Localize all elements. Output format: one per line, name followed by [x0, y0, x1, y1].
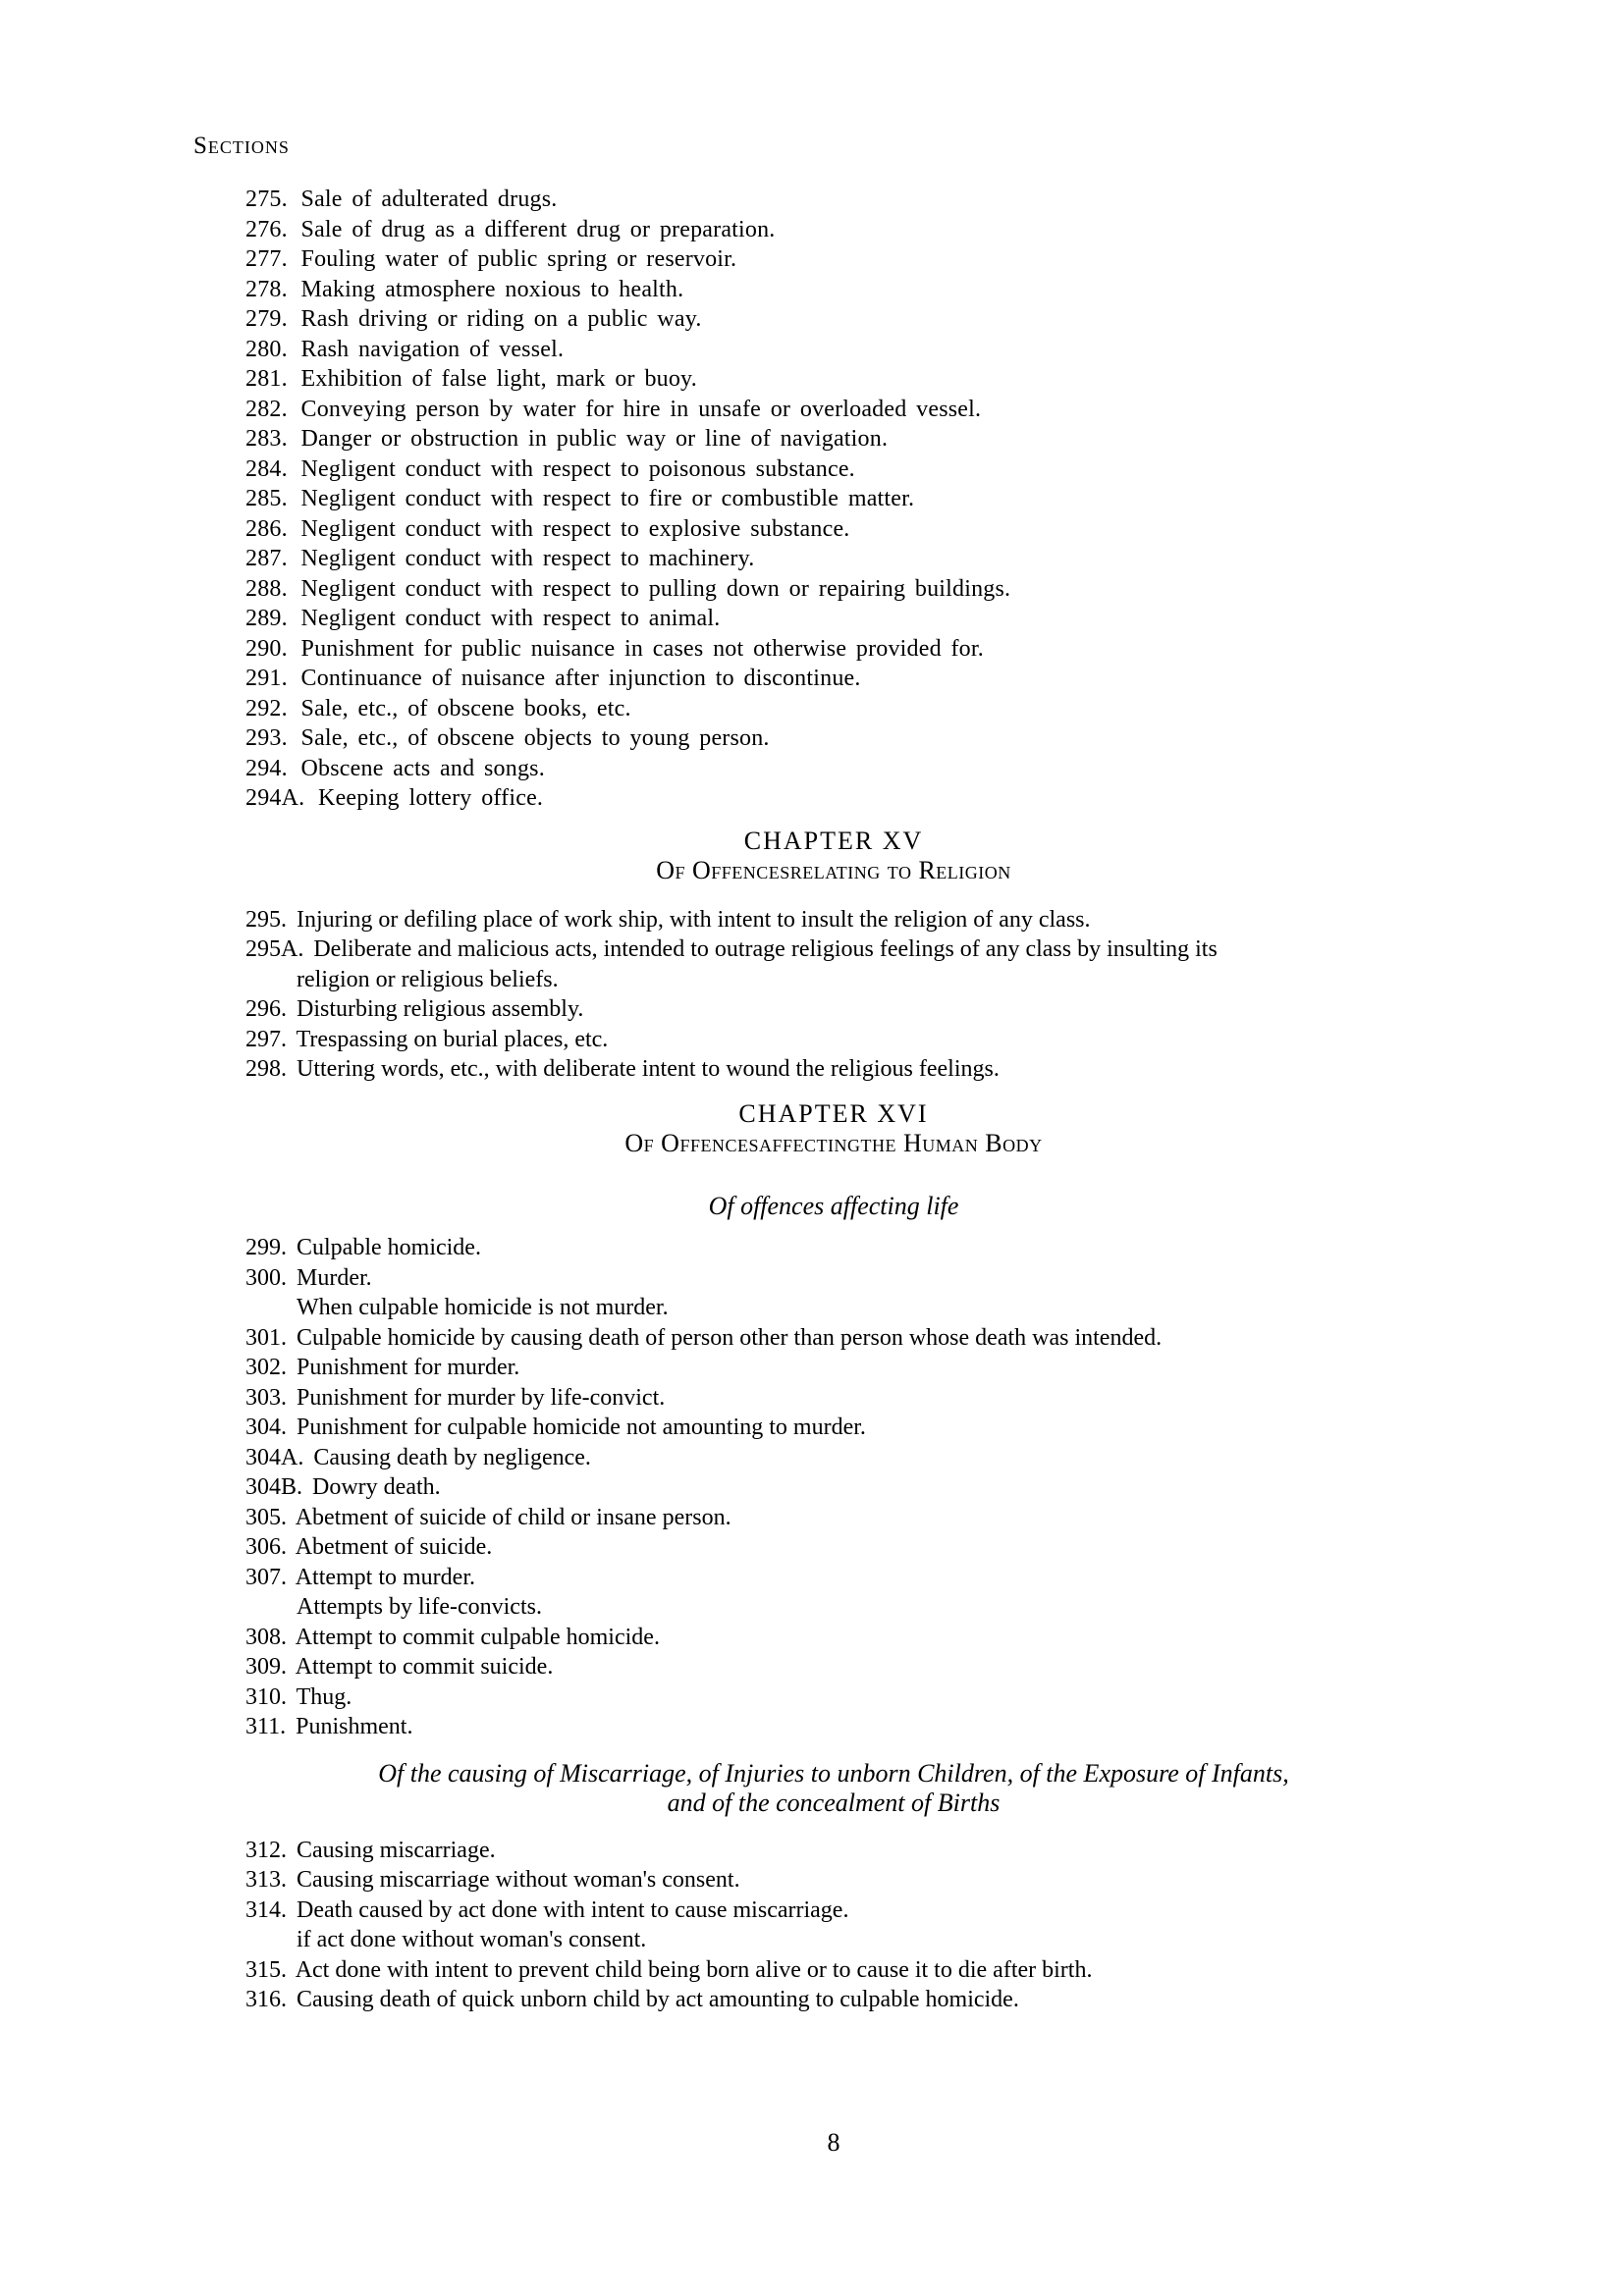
section-title: Negligent conduct with respect to machinery.: [300, 546, 755, 571]
section-title: Negligent conduct with respect to poisonous substance.: [300, 455, 855, 482]
section-number: 314.: [245, 1896, 287, 1923]
section-title: Attempt to commit suicide.: [295, 1654, 554, 1680]
section-title: Disturbing religious assembly.: [297, 996, 584, 1022]
section-entry-continuation: if act done without woman's consent.: [297, 1927, 647, 1952]
section-number: 296.: [245, 996, 287, 1022]
section-title: Act done with intent to prevent child being born alive or to cause it to die after birth.: [295, 1956, 1093, 1983]
section-number: 276.: [245, 216, 288, 242]
section-number: 297.: [245, 1026, 287, 1052]
section-number: 306.: [245, 1534, 287, 1560]
chapter-heading-block: [43, 1099, 1624, 1159]
section-entry-continuation: Attempts by life-convicts.: [297, 1594, 542, 1620]
section-entry: [245, 1652, 1624, 1682]
section-title: Continuance of nuisance after injunction to discontinue.: [300, 666, 861, 691]
section-entry: [245, 244, 1624, 275]
section-number: 293.: [245, 725, 288, 751]
subdivision-heading: [43, 1759, 1624, 1819]
section-entry: [245, 754, 1624, 784]
section-entry: [245, 905, 1624, 935]
section-title: Attempt to commit culpable homicide.: [295, 1624, 660, 1650]
section-title: Exhibition of false light, mark or buoy.: [300, 366, 697, 392]
section-entry: [245, 1383, 1624, 1414]
section-title: Murder.: [297, 1264, 372, 1291]
section-title: Causing death by negligence.: [313, 1444, 591, 1470]
section-title: Negligent conduct with respect to explosive substance.: [300, 515, 850, 542]
section-entry: [245, 514, 1624, 545]
section-number: 311.: [245, 1714, 287, 1739]
section-number: 295.: [245, 906, 287, 933]
section-entry-continuation: When culpable homicide is not murder.: [297, 1295, 669, 1320]
section-list: [0, 185, 1624, 814]
section-number: 282.: [245, 396, 288, 422]
section-number: 304B.: [245, 1474, 303, 1500]
section-entry: [245, 1472, 1624, 1503]
section-title: Punishment for murder by life-convict.: [297, 1384, 666, 1411]
section-number: 284.: [245, 455, 288, 482]
section-list: [0, 1233, 1624, 1742]
section-entry: [245, 664, 1624, 694]
section-entry: [245, 544, 1624, 574]
section-title: Attempt to murder.: [295, 1564, 475, 1590]
section-entry: [245, 1955, 1624, 1986]
section-entry: [245, 1503, 1624, 1533]
section-title: Trespassing on burial places, etc.: [296, 1026, 609, 1052]
chapter-title: CHAPTER XV: [743, 826, 924, 855]
section-number: 308.: [245, 1624, 287, 1650]
section-entry: [245, 395, 1624, 425]
subdivision-heading-line: Of the causing of Miscarriage, of Injuries to unborn Children, of the Exposure of Infants,: [378, 1758, 1289, 1788]
section-number: 305.: [245, 1504, 287, 1530]
section-entry: [245, 1233, 1624, 1263]
section-number: 289.: [245, 606, 288, 631]
chapter-subtitle: Of Offencesaffectingthe Human Body: [624, 1129, 1043, 1157]
section-number: 292.: [245, 695, 288, 721]
section-entry: [245, 1054, 1624, 1085]
section-list: [0, 905, 1624, 1085]
section-number: 312.: [245, 1837, 287, 1863]
section-title: Culpable homicide.: [297, 1235, 481, 1260]
section-number: 278.: [245, 276, 288, 302]
subdivision-heading: [43, 1192, 1624, 1222]
section-entry-continuation: religion or religious beliefs.: [297, 966, 559, 992]
section-entry: [245, 1836, 1624, 1866]
chapter-subtitle: Of Offencesrelating to Religion: [656, 856, 1011, 884]
section-title: Deliberate and malicious acts, intended to outrage religious feelings of any class by insulting its: [313, 936, 1218, 962]
section-entry: [245, 1532, 1624, 1563]
section-title: Obscene acts and songs.: [300, 755, 545, 781]
section-title: Uttering words, etc., with deliberate intent to wound the religious feelings.: [297, 1056, 1000, 1082]
section-number: 283.: [245, 426, 288, 452]
section-title: Sale, etc., of obscene objects to young person.: [300, 725, 770, 751]
section-number: 313.: [245, 1867, 287, 1893]
sections-header: Sections: [193, 133, 290, 159]
section-entry: [245, 424, 1624, 454]
section-entry: [245, 694, 1624, 724]
section-entry: [245, 1353, 1624, 1383]
section-number: 294.: [245, 755, 288, 781]
section-entry: [245, 934, 1624, 965]
section-entry: [245, 1443, 1624, 1473]
section-title: Punishment.: [296, 1714, 413, 1739]
section-number: 307.: [245, 1564, 287, 1590]
section-entry: [245, 1682, 1624, 1713]
section-entry: [245, 1025, 1624, 1055]
section-number: 279.: [245, 306, 288, 332]
section-entry: [245, 1323, 1624, 1354]
section-number: 300.: [245, 1264, 287, 1291]
section-number: 287.: [245, 546, 288, 571]
section-title: Thug.: [296, 1683, 352, 1710]
section-number: 275.: [245, 187, 288, 212]
section-entry: [245, 604, 1624, 634]
section-title: Sale of adulterated drugs.: [300, 187, 558, 212]
section-number: 302.: [245, 1355, 287, 1380]
section-title: Conveying person by water for hire in unsafe or overloaded vessel.: [300, 396, 982, 422]
section-number: 303.: [245, 1384, 287, 1411]
section-title: Making atmosphere noxious to health.: [300, 276, 684, 302]
section-entry: [245, 994, 1624, 1025]
section-number: 301.: [245, 1324, 287, 1351]
section-entry: [245, 364, 1624, 395]
section-title: Negligent conduct with respect to fire or combustible matter.: [300, 486, 915, 511]
section-list: [0, 1836, 1624, 2015]
section-entry: [245, 1985, 1624, 2015]
section-entry: [245, 634, 1624, 665]
section-number: 286.: [245, 515, 288, 542]
section-number: 310.: [245, 1683, 287, 1710]
section-title: Keeping lottery office.: [318, 785, 544, 811]
section-entry: [245, 574, 1624, 605]
section-number: 295A.: [245, 936, 304, 962]
section-title: Abetment of suicide.: [295, 1534, 493, 1560]
section-title: Death caused by act done with intent to cause miscarriage.: [297, 1896, 849, 1923]
section-title: Negligent conduct with respect to animal.: [300, 606, 721, 631]
section-title: Abetment of suicide of child or insane person.: [295, 1504, 731, 1530]
section-title: Causing miscarriage without woman's consent.: [297, 1867, 740, 1893]
section-title: Punishment for culpable homicide not amounting to murder.: [297, 1415, 866, 1440]
section-entry: [245, 1712, 1624, 1742]
section-entry: [245, 304, 1624, 335]
page-number: 8: [827, 2128, 840, 2157]
section-title: Punishment for murder.: [297, 1355, 520, 1380]
section-entry: [245, 723, 1624, 754]
toc-content: [0, 185, 1624, 2015]
section-number: 304.: [245, 1415, 287, 1440]
section-entry: [245, 1413, 1624, 1443]
section-entry: [245, 185, 1624, 215]
subdivision-heading-line: Of offences affecting life: [708, 1191, 959, 1220]
chapter-heading-block: [43, 827, 1624, 886]
section-title: Rash driving or riding on a public way.: [300, 306, 702, 332]
section-number: 281.: [245, 366, 288, 392]
section-title: Negligent conduct with respect to pulling down or repairing buildings.: [300, 575, 1011, 602]
section-entry: [245, 1263, 1624, 1294]
section-number: 298.: [245, 1056, 287, 1082]
section-title: Rash navigation of vessel.: [300, 336, 565, 362]
section-entry: [245, 275, 1624, 305]
section-entry: [245, 215, 1624, 245]
section-number: 291.: [245, 666, 288, 691]
section-number: 288.: [245, 575, 288, 602]
chapter-title: CHAPTER XVI: [738, 1098, 929, 1128]
section-number: 280.: [245, 336, 288, 362]
section-title: Fouling water of public spring or reservoir.: [300, 246, 737, 272]
section-title: Culpable homicide by causing death of person other than person whose death was intended.: [297, 1324, 1163, 1351]
section-title: Sale of drug as a different drug or preparation.: [300, 216, 776, 242]
section-entry: [245, 1865, 1624, 1896]
section-title: Causing death of quick unborn child by act amounting to culpable homicide.: [297, 1987, 1019, 2012]
section-number: 290.: [245, 635, 288, 662]
section-title: Causing miscarriage.: [297, 1837, 496, 1863]
section-number: 294A.: [245, 785, 305, 811]
section-number: 304A.: [245, 1444, 304, 1470]
section-number: 309.: [245, 1654, 287, 1680]
subdivision-heading-line: and of the concealment of Births: [667, 1789, 1001, 1817]
section-entry: [245, 1896, 1624, 1926]
section-entry: [245, 783, 1624, 814]
section-title: Danger or obstruction in public way or line of navigation.: [300, 426, 889, 452]
section-entry: [245, 484, 1624, 514]
section-number: 285.: [245, 486, 288, 511]
section-title: Punishment for public nuisance in cases not otherwise provided for.: [300, 635, 984, 662]
section-number: 316.: [245, 1987, 287, 2012]
section-title: Sale, etc., of obscene books, etc.: [300, 695, 631, 721]
section-number: 299.: [245, 1235, 287, 1260]
section-number: 277.: [245, 246, 288, 272]
section-title: Injuring or defiling place of work ship, with intent to insult the religion of any class.: [297, 906, 1091, 933]
section-entry: [245, 454, 1624, 485]
section-number: 315.: [245, 1956, 287, 1983]
section-entry: [245, 1623, 1624, 1653]
section-entry: [245, 335, 1624, 365]
section-entry: [245, 1563, 1624, 1593]
section-title: Dowry death.: [312, 1474, 441, 1500]
